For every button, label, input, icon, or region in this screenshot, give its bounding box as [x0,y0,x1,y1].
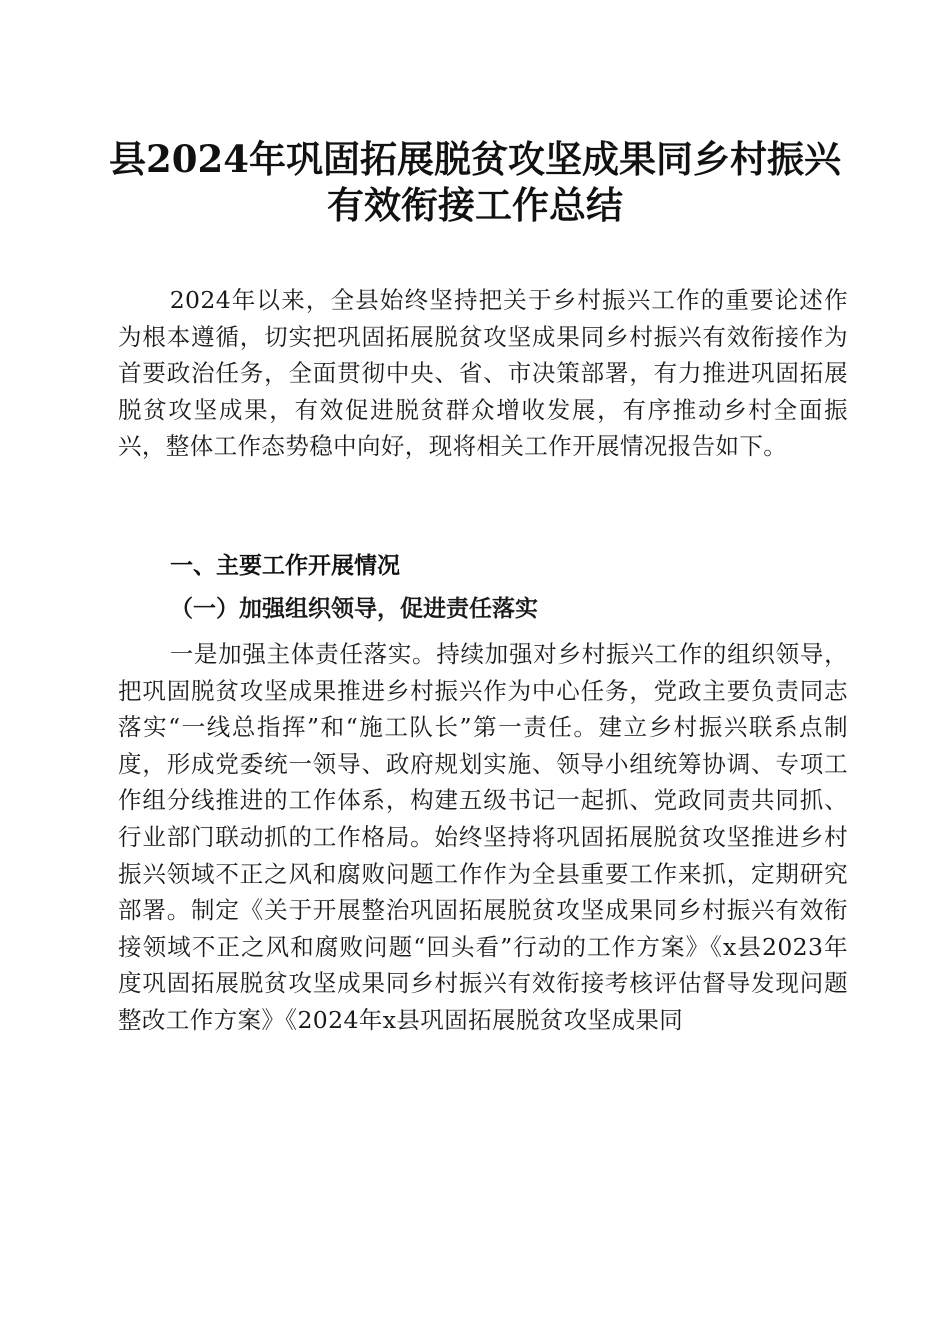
intro-paragraph: 2024年以来，全县始终坚持把关于乡村振兴工作的重要论述作为根本遵循，切实把巩固拓展脱贫攻坚成果同乡村振兴有效衔接作为首要政治任务，全面贯彻中央、省、市决策部署，有力推进巩固拓展脱贫攻坚成果，有效促进脱贫群众增收发展，有序推动乡村全面振兴，整体工作态势稳中向好，现将相关工作开展情况报告如下。 [118,286,848,461]
paragraph-responsibility [118,636,848,1039]
subsection-heading-1: （一）加强组织领导，促进责任落实 [170,595,538,622]
paragraph-body: 持续加强对乡村振兴工作的组织领导，把巩固脱贫攻坚成果推进乡村振兴作为中心任务，党政主要负责同志落实“一线总指挥”和“施工队长”第一责任。建立乡村振兴联系点制度，形成党委统一领导、政府规划实施、领导小组统筹协调、专项工作组分线推进的工作体系，构建五级书记一起抓、党政同责共同抓、行业部门联动抓的工作格局。始终坚持将巩固拓展脱贫攻坚推进乡村振兴领域不正之风和腐败问题工作作为全县重要工作来抓，定期研究部署。制定《关于开展整治巩固拓展脱贫攻坚成果同乡村振兴有效衔接领域不正之风和腐败问题“回头看”行动的工作方案》《x县2023年度巩固拓展脱贫攻坚成果同乡村振兴有效衔接考核评估督导发现问题整改工作方案》《2024年x县巩固拓展脱贫攻坚成果同 [118,640,848,1034]
document-title-line-1: 县2024年巩固拓展脱贫攻坚成果同乡村振兴 [109,137,841,181]
section-heading-1: 一、主要工作开展情况 [170,553,400,579]
document-title-line-2: 有效衔接工作总结 [327,183,623,227]
paragraph-lead: 一是加强主体责任落实。 [169,640,437,668]
